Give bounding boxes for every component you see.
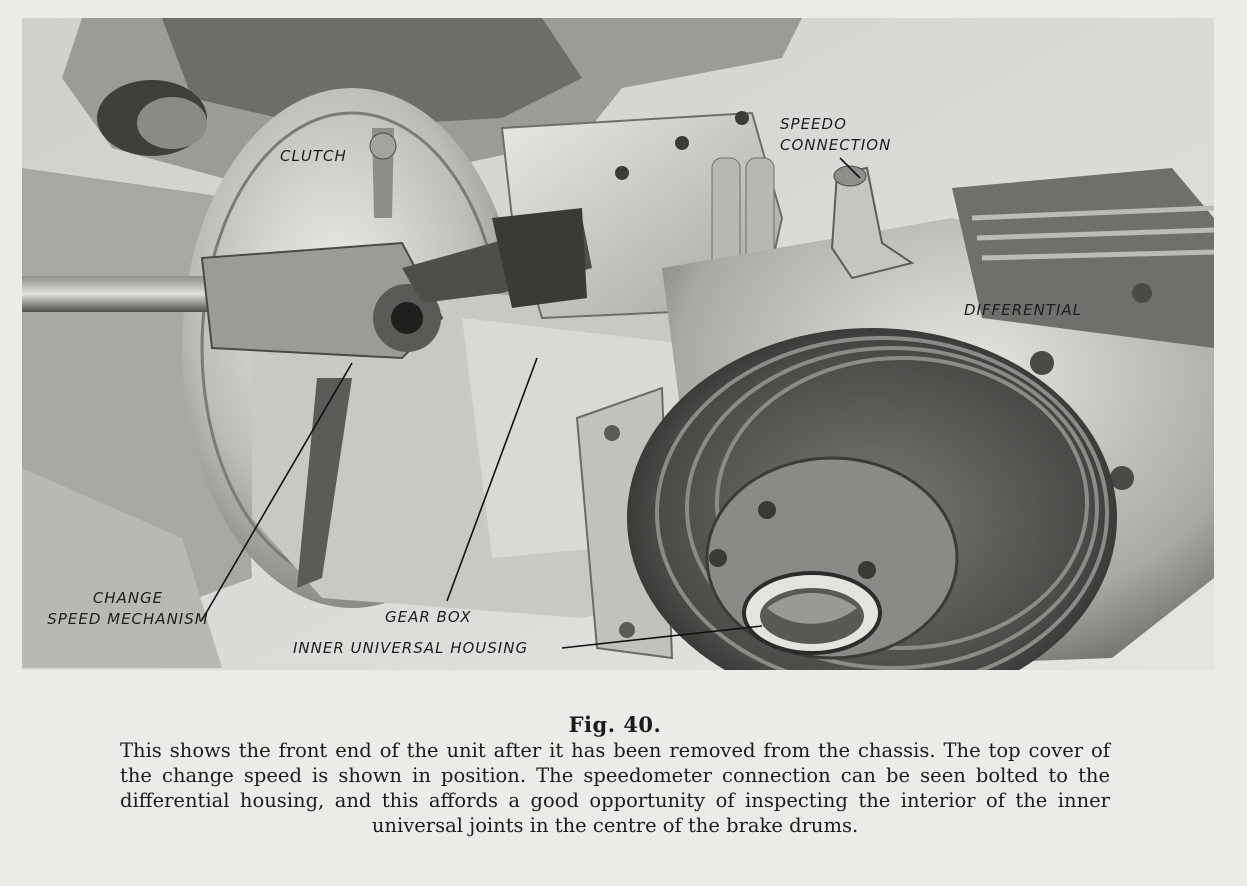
caption-body: This shows the front end of the unit after it has been removed from the chassis. The top cover of the change speed is shown in position. The speedometer connection can be seen bolted to the differential housing, and this affords a good opportunity of inspecting the interior of the inner universal joints in the centre of the brake drums. [120, 739, 1110, 837]
caption-title: Fig. 40. [568, 712, 662, 737]
label-change-speed-mechanism: CHANGE SPEED MECHANISM [47, 589, 209, 628]
label-inner-universal-housing: INNER UNIVERSAL HOUSING [293, 639, 529, 657]
engine-unit-illustration [22, 18, 1214, 670]
label-speedo-connection: SPEEDO CONNECTION [780, 115, 892, 154]
label-clutch: CLUTCH [280, 147, 347, 165]
figure-caption [100, 712, 1130, 838]
label-gear-box: GEAR BOX [385, 608, 472, 626]
engine-unit-photo [22, 18, 1214, 670]
label-differential: DIFFERENTIAL [964, 301, 1083, 319]
